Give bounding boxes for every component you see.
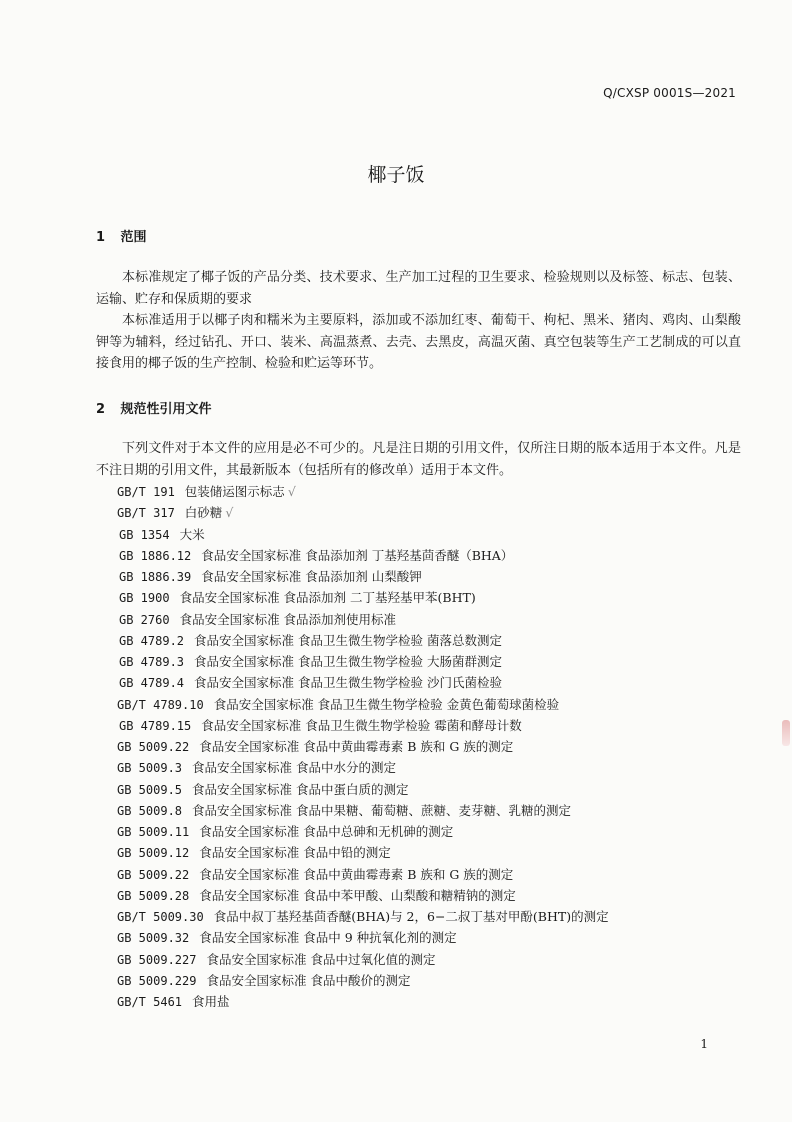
section-number: 1: [96, 230, 106, 245]
document-code: Q/CXSP 0001S—2021: [603, 86, 736, 100]
reference-item: [119, 630, 502, 651]
reference-title: 食品安全国家标准 食品中水分的测定: [192, 760, 397, 776]
reference-code: GB 5009.3: [117, 761, 183, 776]
reference-code: GB 5009.22: [117, 740, 190, 754]
reference-item: [117, 779, 409, 800]
references-intro-paragraph: 下列文件对于本文件的应用是必不可少的。凡是注日期的引用文件，仅所注日期的版本适用于本文件。凡是不注日期的引用文件，其最新版本（包括所有的修改单）适用于本文件。: [96, 441, 741, 478]
reference-title: 食品安全国家标准 食品添加剂 丁基羟基茴香醚（BHA）: [201, 547, 514, 563]
reference-title: 食品安全国家标准 食品中铅的测定: [199, 845, 391, 861]
reference-item: [117, 821, 453, 842]
reference-code: GB 5009.22: [117, 867, 190, 882]
reference-code: GB 5009.32: [117, 931, 190, 946]
document-title: 椰子饭: [367, 164, 425, 186]
reference-item: [117, 906, 609, 927]
reference-item: [117, 481, 296, 502]
reference-title: 食品安全国家标准 食品卫生微生物学检验 菌落总数测定: [194, 632, 502, 648]
reference-code: GB 1886.39: [119, 570, 192, 584]
reference-code: GB 4789.2: [119, 633, 185, 648]
reference-item: [119, 715, 522, 736]
check-mark-icon: √: [287, 484, 296, 499]
reference-code: GB 4789.3: [119, 655, 185, 669]
reference-item: [117, 970, 410, 991]
reference-item: [119, 651, 502, 672]
reference-item: [119, 566, 422, 587]
reference-title: 包装储运图示标志: [184, 484, 285, 499]
reference-code: GB 4789.4: [119, 676, 185, 691]
section-title: 规范性引用文件: [120, 402, 212, 417]
section-heading-scope: [96, 226, 147, 245]
reference-title: 白砂糖: [184, 505, 223, 521]
reference-code: GB 5009.11: [117, 825, 190, 839]
reference-title: 食用盐: [192, 994, 230, 1009]
reference-title: 食品安全国家标准 食品添加剂 山梨酸钾: [201, 569, 422, 584]
reference-code: GB 2760: [119, 612, 170, 627]
reference-title: 食品安全国家标准 食品添加剂使用标准: [179, 611, 397, 627]
reference-item: [119, 524, 205, 545]
page-number: 1: [700, 1037, 708, 1051]
reference-code: GB 4789.15: [119, 718, 192, 733]
reference-item: [117, 927, 457, 948]
section-title: 范围: [120, 230, 147, 245]
reference-item: [117, 949, 435, 970]
reference-item: [119, 609, 396, 630]
reference-code: GB 5009.229: [117, 973, 197, 988]
reference-title: 食品安全国家标准 食品卫生微生物学检验 大肠菌群测定: [194, 654, 502, 669]
reference-title: 食品安全国家标准 食品中苯甲酸、山梨酸和糖精钠的测定: [199, 887, 516, 903]
reference-title: 食品安全国家标准 食品中蛋白质的测定: [192, 781, 409, 797]
reference-code: GB 1900: [119, 591, 170, 606]
reference-code: GB 1354: [119, 527, 170, 542]
reference-item: [119, 672, 502, 693]
section-heading-normative-references: [96, 398, 212, 417]
reference-code: GB 5009.12: [117, 846, 190, 861]
reference-code: GB/T 5461: [117, 995, 183, 1009]
reference-item: [117, 694, 559, 715]
reference-title: 食品安全国家标准 食品添加剂 二丁基羟基甲苯(BHT): [179, 590, 476, 606]
scope-paragraph-2: 本标准适用于以椰子肉和糯米为主要原料，添加或不添加红枣、葡萄干、枸杞、黑米、猪肉、鸡肉、山梨酸钾等为辅料，经过钻孔、开口、装米、高温蒸煮、去壳、去黑皮，高温灭菌、真空包装等生产工艺制成的可以直接食用的椰子饭的生产控制、检验和贮运等环节。: [96, 313, 741, 371]
reference-item: [117, 991, 230, 1012]
reference-code: GB 5009.227: [117, 952, 197, 967]
reference-title: 食品安全国家标准 食品中 9 种抗氧化剂的测定: [199, 930, 457, 946]
reference-title: 大米: [179, 526, 205, 542]
reference-title: 食品中叔丁基羟基茴香醚(BHA)与 2，6−二叔丁基对甲酚(BHT)的测定: [213, 909, 609, 924]
scope-paragraph-1: 本标准规定了椰子饭的产品分类、技术要求、生产加工过程的卫生要求、检验规则以及标签、标志、包装、运输、贮存和保质期的要求: [96, 270, 741, 307]
reference-item: [117, 842, 391, 863]
reference-code: GB/T 191: [117, 485, 175, 499]
reference-item: [119, 545, 513, 566]
reference-code: GB 5009.8: [117, 803, 183, 818]
reference-title: 食品安全国家标准 食品卫生微生物学检验 金黄色葡萄球菌检验: [213, 696, 560, 712]
reference-title: 食品安全国家标准 食品中过氧化值的测定: [206, 951, 436, 967]
reference-code: GB/T 317: [117, 506, 175, 521]
reference-title: 食品安全国家标准 食品中黄曲霉毒素 B 族和 G 族的测定: [199, 739, 514, 754]
reference-title: 食品安全国家标准 食品中黄曲霉毒素 B 族和 G 族的测定: [199, 866, 514, 882]
reference-code: GB/T 4789.10: [117, 697, 204, 712]
reference-title: 食品安全国家标准 食品中酸价的测定: [206, 972, 411, 988]
reference-title: 食品安全国家标准 食品卫生微生物学检验 霉菌和酵母计数: [201, 717, 522, 733]
reference-item: [117, 864, 513, 885]
reference-item: [119, 587, 476, 608]
reference-item: [117, 885, 516, 906]
check-mark-icon: √: [225, 505, 234, 521]
edge-stamp-mark: [782, 720, 790, 746]
reference-item: [117, 736, 513, 757]
reference-item: [117, 800, 571, 821]
reference-title: 食品安全国家标准 食品中总砷和无机砷的测定: [199, 824, 454, 839]
section-number: 2: [96, 402, 106, 417]
reference-code: GB 1886.12: [119, 548, 192, 563]
reference-title: 食品安全国家标准 食品中果糖、葡萄糖、蔗糖、麦芽糖、乳糖的测定: [192, 802, 572, 818]
reference-title: 食品安全国家标准 食品卫生微生物学检验 沙门氏菌检验: [194, 675, 502, 691]
reference-code: GB 5009.5: [117, 782, 183, 797]
reference-item: [117, 502, 233, 523]
reference-item: [117, 757, 396, 778]
reference-code: GB 5009.28: [117, 888, 190, 903]
reference-code: GB/T 5009.30: [117, 910, 204, 924]
